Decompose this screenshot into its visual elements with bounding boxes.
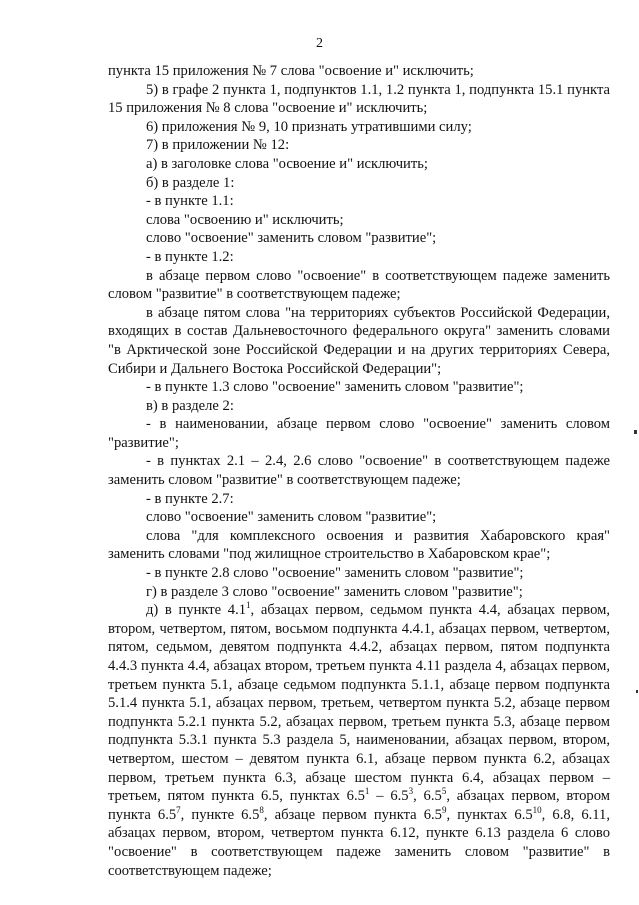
paragraph	[108, 136, 610, 155]
superscript: 8	[259, 804, 264, 815]
superscript: 1	[246, 600, 251, 611]
paragraph	[108, 601, 610, 880]
page-number: 2	[316, 36, 323, 51]
paragraph	[108, 564, 610, 583]
text-run: в абзаце первом слово "освоение" в соответствующем падеже заменить словом "развитие" в соответствующем падеже;	[108, 267, 610, 303]
paragraph	[108, 583, 610, 602]
superscript: 9	[441, 804, 447, 815]
text-run: 6) приложения № 9, 10 признать утратившими силу;	[146, 118, 472, 135]
paragraph	[108, 415, 610, 452]
paragraph	[108, 378, 610, 397]
paragraph	[108, 508, 610, 527]
text-run: - в наименовании, абзаце первом слово "освоение" заменить словом "развитие";	[108, 416, 610, 451]
paragraph	[108, 452, 610, 489]
paragraph	[108, 248, 610, 267]
text-run: в) в разделе 2:	[146, 397, 234, 414]
paragraph	[108, 118, 610, 137]
paragraph	[108, 267, 610, 304]
text-run: 7) в приложении № 12:	[146, 137, 290, 154]
paragraph	[108, 62, 610, 81]
paragraph	[108, 397, 610, 416]
paragraph	[108, 174, 610, 193]
text-run: слово "освоение" заменить словом "развитие";	[146, 230, 437, 247]
paragraph	[108, 211, 610, 230]
paragraph	[108, 527, 610, 564]
document-body	[108, 62, 610, 880]
text-run: - в пункте 2.7:	[146, 490, 234, 507]
text-run: в абзаце пятом слова "на территориях субъектов Российской Федерации, входящих в состав Дальневосточного федерального округа" заменить словами "в Арктической зоне Российской Федерации и на других территориях Севера, Сибири и Дальнего Востока Российской Федерации";	[108, 304, 610, 377]
superscript: 5	[441, 786, 447, 797]
text-run: , абзацах первом, втором пункта 6.5	[108, 788, 610, 823]
superscript: 7	[176, 804, 181, 815]
text-run: 5) в графе 2 пункта 1, подпунктов 1.1, 1.2 пункта 1, подпункта 15.1 пункта 15 приложения № 8 слова "освоение и" исключить;	[108, 81, 610, 117]
text-run: пункта 15 приложения № 7 слова "освоение и" исключить;	[108, 63, 474, 79]
text-run: слова "для комплексного освоения и развития Хабаровского края" заменить словами "под жилищное строительство в Хабаровском крае";	[108, 527, 610, 563]
text-run: , 6.5	[413, 788, 442, 805]
superscript: 1	[364, 786, 370, 797]
text-run: а) в заголовке слова "освоение и" исключить;	[146, 155, 428, 172]
text-run: д) в пункте 4.1	[146, 602, 247, 619]
text-run: слово "освоение" заменить словом "развитие";	[146, 509, 437, 526]
paragraph	[108, 490, 610, 509]
text-run: - в пункте 1.3 слово "освоение" заменить словом "развитие";	[146, 379, 524, 396]
paragraph	[108, 229, 610, 248]
text-run: , 6.8, 6.11, абзацах первом, втором, четвертом пункта 6.12, пункте 6.13 раздела 6 слово "освоение" в соответствующем падеже заменить словом "развитие" в соответствующем падеже;	[108, 806, 611, 879]
text-run: , пунктах 6.5	[446, 806, 533, 823]
paragraph	[108, 192, 610, 211]
text-run: г) в разделе 3 слово "освоение" заменить словом "развитие";	[146, 583, 523, 600]
scan-speck	[634, 430, 637, 434]
text-run: , абзацах первом, седьмом пункта 4.4, абзацах первом, втором, четвертом, пятом, восьмом подпункта 4.4.1, абзацах первом, четвертом, пятом, седьмом, девятом подпункта 4.4.2, абзацах первом, пятом подпункта 4.4.3 пункта 4.4, абзацах втором, третьем пункта 4.11 раздела 4, абзацах первом, третьем пункта 5.1, абзаце седьмом подпункта 5.1.1, абзаце первом подпункта 5.1.4 пункта 5.1, абзацах первом, третьем, четвертом пункта 5.2, абзаце первом подпункта 5.2.1 пункта 5.2, абзацах первом, третьем пункта 5.3, абзаце первом подпункта 5.3.1 пункта 5.3 раздела 5, наименовании, абзацах первом, втором, четвертом, шестом – девятом пункта 6.1, абзаце первом пункта 6.2, абзацах первом, третьем пункта 6.3, абзаце шестом пункта 6.4, абзацах первом – третьем, пятом пункта 6.5, пунктах 6.5	[108, 602, 610, 805]
text-run: - в пункте 1.2:	[146, 248, 234, 265]
scan-speck	[636, 690, 638, 693]
text-run: , абзаце первом пункта 6.5	[263, 806, 442, 823]
paragraph	[108, 304, 610, 378]
superscript: 3	[408, 786, 414, 797]
paragraph	[108, 81, 610, 118]
text-run: - в пункте 2.8 слово "освоение" заменить словом "развитие";	[146, 565, 524, 582]
text-run: б) в разделе 1:	[146, 174, 235, 191]
text-run: - в пункте 1.1:	[146, 193, 234, 210]
text-run: – 6.5	[369, 788, 409, 805]
text-run: - в пунктах 2.1 – 2.4, 2.6 слово "освоение" в соответствующем падеже заменить словом "развитие" в соответствующем падеже;	[108, 453, 610, 489]
superscript: 10	[532, 804, 542, 815]
paragraph	[108, 155, 610, 174]
text-run: слова "освоению и" исключить;	[146, 211, 344, 228]
text-run: , пункте 6.5	[180, 806, 260, 823]
